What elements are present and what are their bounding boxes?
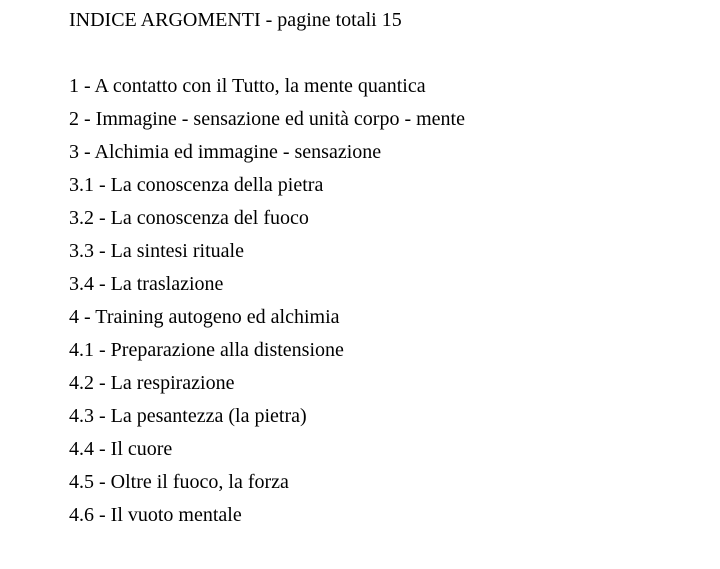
topic-item: 4.4 - Il cuore <box>69 438 173 460</box>
topic-item: 2 - Immagine - sensazione ed unità corpo - mente <box>69 108 465 130</box>
document-page <box>69 4 720 532</box>
topic-item: 3.3 - La sintesi rituale <box>69 240 244 262</box>
topic-item: 3 - Alchimia ed immagine - sensazione <box>69 141 382 163</box>
topic-item: 4.2 - La respirazione <box>69 372 235 394</box>
topic-item: 4.6 - Il vuoto mentale <box>69 504 242 526</box>
topic-item: 3.1 - La conoscenza della pietra <box>69 174 324 196</box>
topic-item: 4.3 - La pesantezza (la pietra) <box>69 405 307 427</box>
index-title: INDICE ARGOMENTI - pagine totali 15 <box>69 9 402 31</box>
topic-item: 4 - Training autogeno ed alchimia <box>69 306 340 328</box>
topic-item: 4.1 - Preparazione alla distensione <box>69 339 344 361</box>
blank-line <box>69 37 720 70</box>
topic-item: 1 - A contatto con il Tutto, la mente quantica <box>69 75 426 97</box>
topic-item: 4.5 - Oltre il fuoco, la forza <box>69 471 289 493</box>
topic-list <box>69 70 720 532</box>
topic-item: 3.4 - La traslazione <box>69 273 224 295</box>
topic-item: 3.2 - La conoscenza del fuoco <box>69 207 309 229</box>
